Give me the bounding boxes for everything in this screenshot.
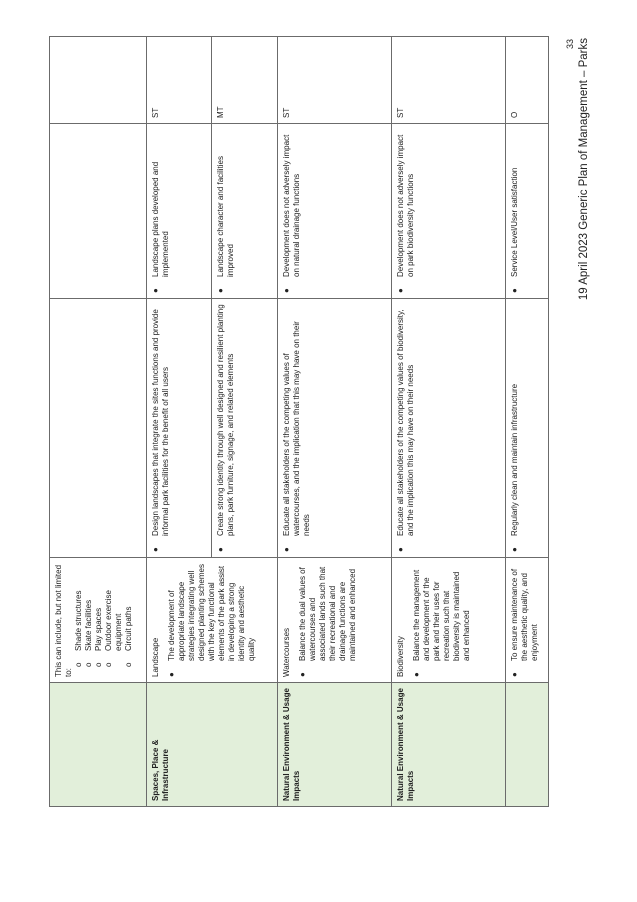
- action-cell: ● Create strong identity through well designed and resilient planting plans, park furniture, signage, and related elements: [212, 299, 277, 558]
- list-item: ● Balance the management and development of the park and their uses for recreation such that biodiversity is maintained and enhanced: [412, 569, 472, 677]
- priority-cell: ST: [146, 37, 211, 124]
- table-row: [277, 37, 391, 807]
- list-item: ● Balance the dual values of watercourses and associated lands such that their recreational and drainage functions are maintained and enhanced: [297, 566, 357, 677]
- management-table: [49, 37, 549, 807]
- measure-cell: ● Development does not adversely impact on park biodiversity functions: [392, 124, 506, 299]
- list-item: o Outdoor exercise equipment: [104, 590, 123, 667]
- measure-cell: ● Landscape plans developed and implemented: [146, 124, 211, 299]
- table-row: [392, 37, 506, 807]
- category-cell: Natural Environment & Usage Impacts: [277, 683, 391, 807]
- table-row: [146, 37, 211, 807]
- category-cell: [506, 683, 549, 807]
- priority-cell: [50, 37, 147, 124]
- focus-title: This can include, but not limited to:: [54, 564, 73, 677]
- focus-cell: [392, 558, 506, 683]
- category-cell: Natural Environment & Usage Impacts: [392, 683, 506, 807]
- measure-cell: ● Landscape character and facilities improved: [212, 124, 277, 299]
- list-item: ● The development of appropriate landscape strategies integrating well designed planting schemes with the key functional elements of the park assist in developing a strong identity and aesthetic quality: [166, 564, 256, 677]
- list-item: ● To ensure maintenance of the aesthetic quality, and enjoyment: [510, 568, 540, 677]
- action-cell: ● Regularly clean and maintain infrastructure: [506, 299, 549, 558]
- focus-title: Watercourses: [281, 627, 291, 677]
- focus-cell: [277, 558, 391, 683]
- measure-cell: ● Service Level/User satisfaction: [506, 124, 549, 299]
- priority-cell: ST: [277, 37, 391, 124]
- table-row: [506, 37, 549, 807]
- category-cell: Spaces, Place & Infrastructure: [146, 683, 277, 807]
- measure-cell: ● Development does not adversely impact on natural drainage functions: [277, 124, 391, 299]
- list-item: o Play spaces: [94, 607, 103, 667]
- action-cell: ● Educate all stakeholders of the competing values of biodiversity, and the implication this may have on their needs: [392, 299, 506, 558]
- focus-title: Landscape: [150, 637, 160, 677]
- action-cell: ● Design landscapes that integrate the sites functions and provide informal park facilities for the benefit of all users: [146, 299, 211, 558]
- table-row: [50, 37, 147, 807]
- focus-cell: [146, 558, 277, 683]
- list-item: o Circuit paths: [124, 606, 133, 667]
- list-item: o Shade structures: [74, 590, 83, 667]
- page-number: 33: [565, 39, 575, 50]
- priority-cell: O: [506, 37, 549, 124]
- measure-cell: [50, 124, 147, 299]
- action-cell: ● Educate all stakeholders of the competing values of watercourses, and the implication that this may have on their needs: [277, 299, 391, 558]
- priority-cell: ST: [392, 37, 506, 124]
- focus-cell: [506, 558, 549, 683]
- focus-cell: [50, 558, 147, 683]
- category-cell: [50, 683, 147, 807]
- focus-title: Biodiversity: [396, 636, 406, 677]
- footer-text: 19 April 2023 Generic Plan of Management – Parks: [578, 38, 590, 301]
- list-item: o Skate facilities: [84, 599, 93, 667]
- priority-cell: MT: [212, 37, 277, 124]
- action-cell: [50, 299, 147, 558]
